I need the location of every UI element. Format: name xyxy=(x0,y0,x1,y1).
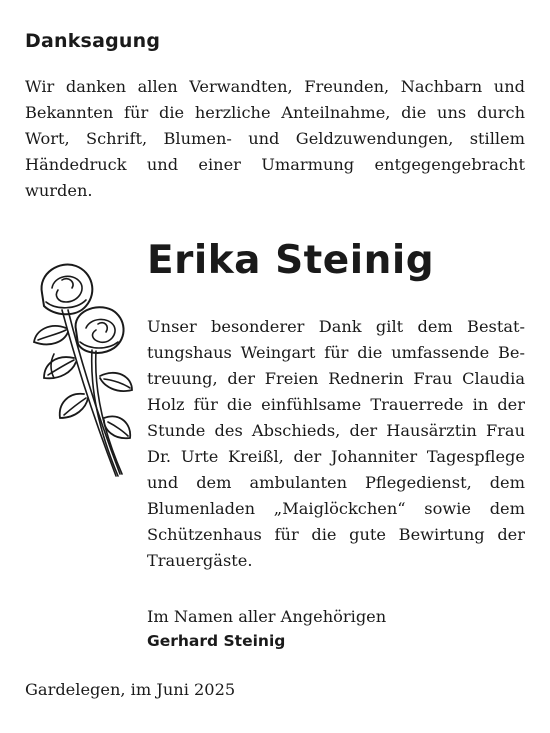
place-date: Gardelegen, im Juni 2025 xyxy=(25,680,236,699)
intro-paragraph: Wir danken allen Verwandten, Freunden, Nachbarn und Bekannten für die herzliche Anteilnahme, die uns durch Wort, Schrift, Blumen- und Geldzuwendungen, stillem Händedruck und einer Umarmung entgegengebracht wurden. xyxy=(25,77,525,200)
closing-block xyxy=(147,604,386,654)
notice-heading: Danksagung xyxy=(25,30,161,52)
special-thanks-paragraph: Unser besonderer Dank gilt dem Bestattungshaus Weingart für die umfassende Betreuung, der Freien Rednerin Frau Claudia Holz für die einfühlsame Trauerrede in der Stunde des Abschieds, der Hausärztin Frau Dr. Urte Kreißl, der Johanniter Tagespflege und dem ambulanten Pflegedienst, dem Blumenladen „Maiglöckchen“ sowie dem Schützenhaus für die gute Bewirtung der Trauergäste. xyxy=(147,317,525,570)
rose-bouquet-icon xyxy=(20,258,135,483)
closing-line: Im Namen aller Angehörigen xyxy=(147,607,387,626)
deceased-name: Erika Steinig xyxy=(147,238,435,283)
signer-name: Gerhard Steinig xyxy=(147,632,286,650)
